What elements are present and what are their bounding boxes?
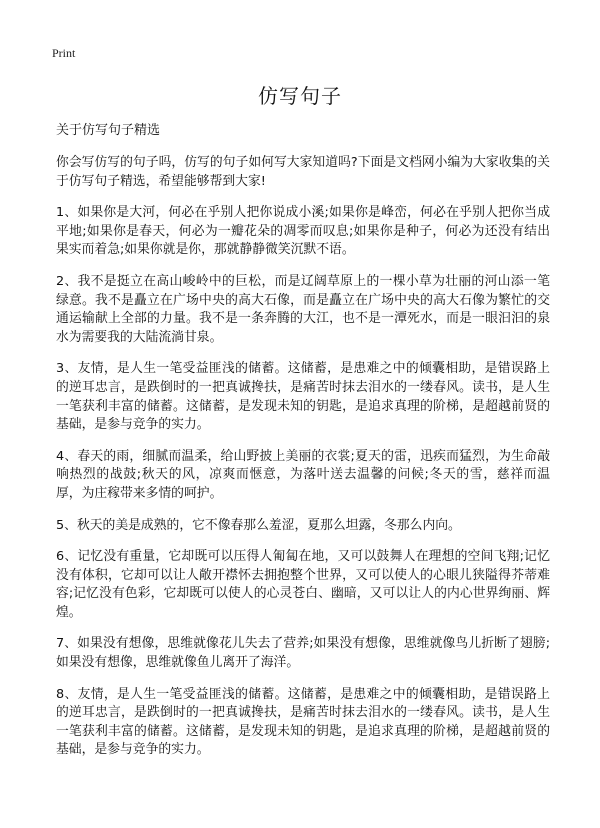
paragraph-7: 7、如果没有想像，思维就像花儿失去了营养;如果没有想像，思维就像鸟儿折断了翅膀;如果没有想像，思维就像鱼儿离开了海洋。 <box>56 636 550 671</box>
paragraph-4: 4、春天的雨，细腻而温柔，给山野披上美丽的衣裳;夏天的雷，迅疾而猛烈，为生命敲响热烈的战鼓;秋天的风，凉爽而惬意，为落叶送去温馨的问候;冬天的雪，慈祥而温厚，为庄稼带来多情的呵护。 <box>56 448 550 501</box>
page-title: 仿写句子 <box>258 84 342 108</box>
intro-paragraph: 你会写仿写的句子吗，仿写的句子如何写大家知道吗?下面是文档网小编为大家收集的关于仿写句子精选，希望能够帮到大家! <box>56 155 550 189</box>
article-subtitle: 关于仿写句子精选 <box>56 123 161 138</box>
paragraph-2: 2、我不是挺立在高山峻岭中的巨松，而是辽阔草原上的一棵小草为壮丽的河山添一笔绿意。我不是矗立在广场中央的高大石像，而是矗立在广场中央的高大石像为繁忙的交通运输献上全部的力量。我不是一条奔腾的大江，也不是一潭死水，而是一眼汩汩的泉水为需要我的大陆流淌甘泉。 <box>56 273 550 345</box>
paragraph-3: 3、友情，是人生一笔受益匪浅的储蓄。这储蓄，是患难之中的倾囊相助，是错误路上的逆耳忠言，是跌倒时的一把真诚搀扶，是痛苦时抹去泪水的一缕春风。读书，是人生一笔获利丰富的储蓄。这储蓄，是发现未知的钥匙，是追求真理的阶梯，是超越前贤的基础，是参与竞争的实力。 <box>56 361 550 433</box>
article-body <box>56 122 550 773</box>
paragraph-5: 5、秋天的美是成熟的，它不像春那么羞涩，夏那么坦露，冬那么内向。 <box>56 517 461 533</box>
paragraph-1: 1、如果你是大河，何必在乎别人把你说成小溪;如果你是峰峦，何必在乎别人把你当成平地;如果你是春天，何必为一瓣花朵的凋零而叹息;如果你是种子，何必为还没有结出果实而着急;如果你就是你，那就静静微笑沉默不语。 <box>56 205 550 258</box>
print-link[interactable]: Print <box>52 46 76 60</box>
paragraph-8: 8、友情，是人生一笔受益匪浅的储蓄。这储蓄，是患难之中的倾囊相助，是错误路上的逆耳忠言，是跌倒时的一把真诚搀扶，是痛苦时抹去泪水的一缕春风。读书，是人生一笔获利丰富的储蓄。这储蓄，是发现未知的钥匙，是追求真理的阶梯，是超越前贤的基础，是参与竞争的实力。 <box>56 686 550 758</box>
paragraph-6: 6、记忆没有重量，它却既可以压得人匍匐在地，又可以鼓舞人在理想的空间飞翔;记忆没有体积，它却可以让人敞开襟怀去拥抱整个世界，又可以使人的心眼儿狭隘得芥蒂难容;记忆没有色彩，它却既可以使人的心灵苍白、幽暗，又可以让人的内心世界绚丽、辉煌。 <box>56 549 550 620</box>
